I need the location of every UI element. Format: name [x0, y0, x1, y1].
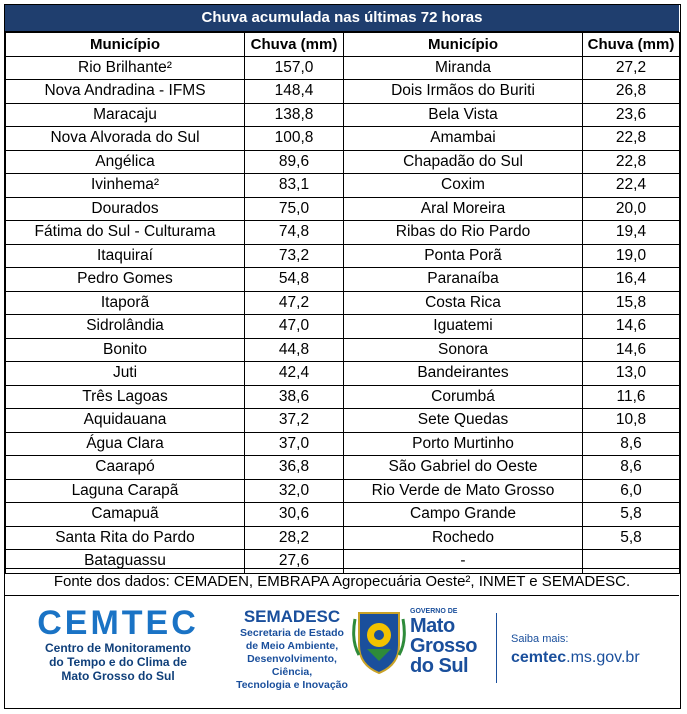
cell-chuva-right: 15,8 [583, 291, 680, 315]
cell-chuva-right: 8,6 [583, 456, 680, 480]
cell-chuva-right: 22,4 [583, 174, 680, 198]
gov-header: GOVERNO DE [410, 608, 458, 615]
cell-municipio-right: Rochedo [344, 526, 583, 550]
cell-chuva-left: 36,8 [245, 456, 344, 480]
table-header-row [6, 33, 680, 57]
cell-municipio-left: Aquidauana [6, 409, 245, 433]
cell-municipio-right: Ribas do Rio Pardo [344, 221, 583, 245]
cell-municipio-left: Nova Andradina - IFMS [6, 80, 245, 104]
cell-municipio-right: Paranaíba [344, 268, 583, 292]
cell-municipio-left: Laguna Carapã [6, 479, 245, 503]
cell-municipio-left: Fátima do Sul - Culturama [6, 221, 245, 245]
semadesc-logo [227, 607, 357, 692]
data-source-note: Fonte dos dados: CEMADEN, EMBRAPA Agropecuária Oeste², INMET e SEMADESC. [5, 568, 679, 596]
table-row [6, 103, 680, 127]
table-row [6, 150, 680, 174]
cell-municipio-right: Campo Grande [344, 503, 583, 527]
cell-municipio-left: Camapuã [6, 503, 245, 527]
cell-chuva-right: 14,6 [583, 315, 680, 339]
table-row [6, 291, 680, 315]
state-crest-icon [351, 605, 407, 677]
cell-chuva-right: 5,8 [583, 526, 680, 550]
table-row [6, 197, 680, 221]
table-row [6, 56, 680, 80]
cell-municipio-right: - [344, 550, 583, 574]
cell-municipio-right: Chapadão do Sul [344, 150, 583, 174]
cell-chuva-right: 6,0 [583, 479, 680, 503]
semadesc-subtitle-4: Tecnologia e Inovação [236, 679, 348, 691]
cell-municipio-right: Rio Verde de Mato Grosso [344, 479, 583, 503]
cell-municipio-right: Bandeirantes [344, 362, 583, 386]
header-municipio-right: Município [344, 33, 583, 57]
cell-municipio-right: Bela Vista [344, 103, 583, 127]
cell-chuva-right: 23,6 [583, 103, 680, 127]
cell-municipio-right: Dois Irmãos do Buriti [344, 80, 583, 104]
cell-chuva-right: 27,2 [583, 56, 680, 80]
cell-municipio-right: Aral Moreira [344, 197, 583, 221]
website-link-rest: .ms.gov.br [566, 649, 640, 666]
cell-chuva-right: 20,0 [583, 197, 680, 221]
table-row [6, 526, 680, 550]
table-row [6, 338, 680, 362]
cell-municipio-right: Corumbá [344, 385, 583, 409]
cell-municipio-left: Ivinhema² [6, 174, 245, 198]
cell-municipio-left: Dourados [6, 197, 245, 221]
cell-municipio-left: Maracaju [6, 103, 245, 127]
table-row [6, 315, 680, 339]
table-row [6, 479, 680, 503]
cell-municipio-left: Caarapó [6, 456, 245, 480]
cemtec-subtitle-2: do Tempo e do Clima de [49, 655, 187, 669]
table-row [6, 432, 680, 456]
cell-chuva-left: 83,1 [245, 174, 344, 198]
learn-more-label: Saiba mais: [511, 633, 569, 645]
cell-chuva-left: 47,2 [245, 291, 344, 315]
cell-chuva-left: 28,2 [245, 526, 344, 550]
cell-chuva-right: 5,8 [583, 503, 680, 527]
cell-municipio-right: São Gabriel do Oeste [344, 456, 583, 480]
cell-chuva-left: 157,0 [245, 56, 344, 80]
website-link[interactable] [511, 649, 640, 667]
rainfall-table [5, 32, 680, 574]
semadesc-wordmark: SEMADESC [243, 607, 341, 626]
website-link-bold: cemtec [511, 649, 567, 666]
table-row [6, 409, 680, 433]
table-row [6, 385, 680, 409]
cell-chuva-right: 11,6 [583, 385, 680, 409]
table-row [6, 221, 680, 245]
footer-logos [5, 595, 679, 707]
cemtec-logo [33, 605, 203, 683]
gov-line-3: do Sul [410, 655, 469, 677]
gov-line-1: Mato [410, 615, 455, 637]
header-municipio-left: Município [6, 33, 245, 57]
semadesc-subtitle-3: Desenvolvimento, Ciência, [247, 653, 337, 678]
cell-chuva-left: 89,6 [245, 150, 344, 174]
cell-municipio-right: Sonora [344, 338, 583, 362]
cell-chuva-left: 100,8 [245, 127, 344, 151]
cell-municipio-left: Sidrolândia [6, 315, 245, 339]
report-title: Chuva acumulada nas últimas 72 horas [5, 5, 679, 32]
cell-municipio-left: Itaquiraí [6, 244, 245, 268]
cell-chuva-left: 75,0 [245, 197, 344, 221]
cell-municipio-right: Porto Murtinho [344, 432, 583, 456]
cell-chuva-left: 30,6 [245, 503, 344, 527]
cell-municipio-left: Juti [6, 362, 245, 386]
cell-municipio-right: Amambai [344, 127, 583, 151]
cemtec-subtitle-3: Mato Grosso do Sul [61, 669, 175, 683]
cell-municipio-left: Itaporã [6, 291, 245, 315]
cell-chuva-right: 16,4 [583, 268, 680, 292]
table-row [6, 174, 680, 198]
cell-chuva-left: 42,4 [245, 362, 344, 386]
cell-municipio-right: Costa Rica [344, 291, 583, 315]
cell-chuva-left: 148,4 [245, 80, 344, 104]
cell-chuva-left: 74,8 [245, 221, 344, 245]
table-row [6, 456, 680, 480]
cell-municipio-right: Miranda [344, 56, 583, 80]
cell-chuva-left: 44,8 [245, 338, 344, 362]
cell-chuva-right: 10,8 [583, 409, 680, 433]
cell-chuva-left: 27,6 [245, 550, 344, 574]
cell-chuva-left: 37,0 [245, 432, 344, 456]
table-row [6, 244, 680, 268]
cell-chuva-right: 26,8 [583, 80, 680, 104]
cell-chuva-right: 19,0 [583, 244, 680, 268]
cell-chuva-right: 22,8 [583, 150, 680, 174]
cell-municipio-left: Três Lagoas [6, 385, 245, 409]
footer-divider [496, 613, 497, 683]
cell-municipio-left: Bataguassu [6, 550, 245, 574]
semadesc-subtitle-2: de Meio Ambiente, [245, 640, 339, 652]
cell-municipio-right: Coxim [344, 174, 583, 198]
table-row [6, 268, 680, 292]
cell-chuva-right: 22,8 [583, 127, 680, 151]
table-row [6, 80, 680, 104]
table-row [6, 503, 680, 527]
cell-municipio-left: Nova Alvorada do Sul [6, 127, 245, 151]
cell-chuva-left: 47,0 [245, 315, 344, 339]
report-frame [4, 4, 681, 709]
cemtec-subtitle-1: Centro de Monitoramento [45, 641, 191, 655]
cell-municipio-left: Angélica [6, 150, 245, 174]
cell-chuva-right: 13,0 [583, 362, 680, 386]
cell-municipio-left: Pedro Gomes [6, 268, 245, 292]
gov-line-2: Grosso [410, 635, 478, 657]
cell-municipio-left: Água Clara [6, 432, 245, 456]
semadesc-subtitle-1: Secretaria de Estado [240, 627, 344, 639]
cell-chuva-right: 14,6 [583, 338, 680, 362]
cell-chuva-left: 37,2 [245, 409, 344, 433]
government-logo [410, 607, 480, 676]
cell-chuva-left: 138,8 [245, 103, 344, 127]
cell-municipio-left: Santa Rita do Pardo [6, 526, 245, 550]
cell-chuva-left: 54,8 [245, 268, 344, 292]
header-chuva-left: Chuva (mm) [245, 33, 344, 57]
cell-municipio-left: Bonito [6, 338, 245, 362]
cell-municipio-left: Rio Brilhante² [6, 56, 245, 80]
table-row [6, 362, 680, 386]
table-row [6, 127, 680, 151]
cell-municipio-right: Ponta Porã [344, 244, 583, 268]
cell-chuva-left: 38,6 [245, 385, 344, 409]
cell-chuva-right: 8,6 [583, 432, 680, 456]
cemtec-wordmark: CEMTEC [37, 604, 199, 642]
cell-chuva-left: 32,0 [245, 479, 344, 503]
header-chuva-right: Chuva (mm) [583, 33, 680, 57]
cell-municipio-right: Sete Quedas [344, 409, 583, 433]
cell-chuva-left: 73,2 [245, 244, 344, 268]
cell-municipio-right: Iguatemi [344, 315, 583, 339]
cell-chuva-right: 19,4 [583, 221, 680, 245]
